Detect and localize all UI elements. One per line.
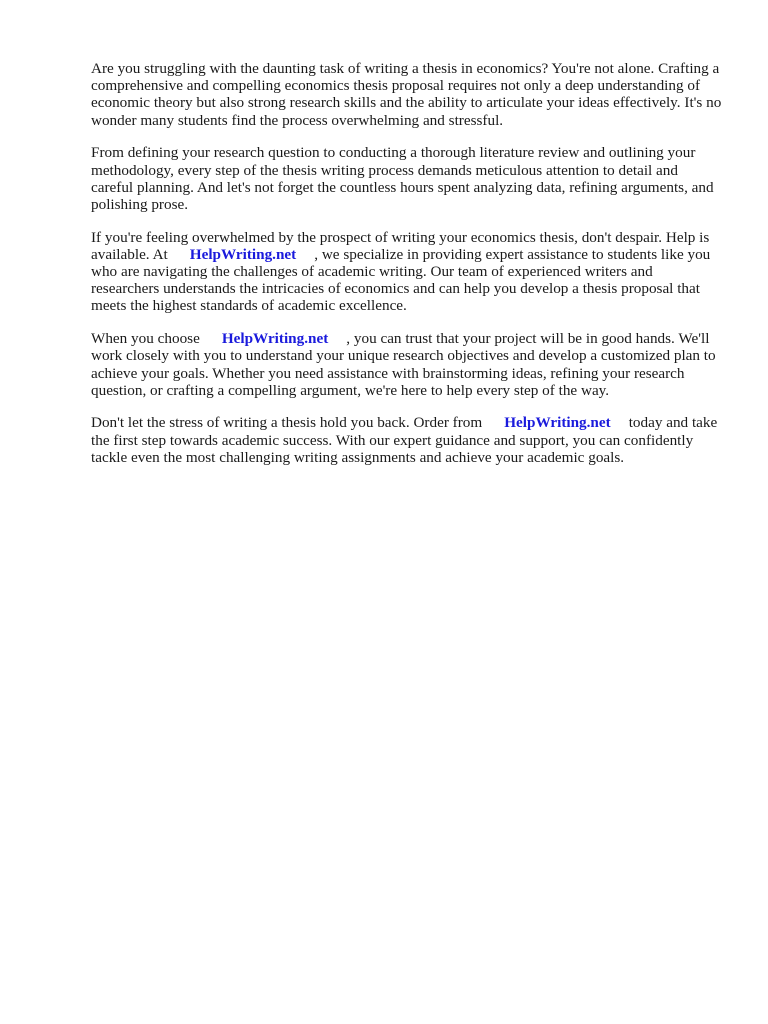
helpwriting-link[interactable]: HelpWriting.net bbox=[221, 330, 329, 348]
paragraph-text-before-link: When you choose bbox=[91, 330, 200, 348]
paragraph-text-before-link: If you're feeling overwhelmed by the prospect of writing your economics thesis, don't despair. Help is available. At bbox=[91, 228, 710, 263]
paragraph-help-available bbox=[91, 229, 723, 315]
paragraph-order bbox=[91, 414, 723, 466]
paragraph-when-you-choose bbox=[91, 330, 723, 399]
document-body bbox=[91, 60, 723, 482]
paragraph-text-after-link: today and take the first step towards academic success. With our expert guidance and support, you can confidently tackle even the most challenging writing assignments and achieve your academic goals. bbox=[91, 414, 718, 466]
helpwriting-link[interactable]: HelpWriting.net bbox=[189, 245, 297, 263]
helpwriting-link[interactable]: HelpWriting.net bbox=[504, 414, 611, 432]
paragraph-text-after-link: , you can trust that your project will be in good hands. We'll work closely with you to understand your unique research objectives and develop a customized plan to achieve your goals. Whether you need assistance with brainstorming ideas, refining your research question, or crafting a compelling argument, we're here to help every step of the way. bbox=[91, 330, 716, 399]
paragraph-text-after-link: , we specialize in providing expert assistance to students like you who are navigating the challenges of academic writing. Our team of experienced writers and researchers understands the intricacies of economics and can help you develop a thesis proposal that meets the highest standards of academic excellence. bbox=[91, 245, 711, 315]
paragraph-intro: Are you struggling with the daunting task of writing a thesis in economics? You're not alone. Crafting a comprehensive and compelling economics thesis proposal requires not only a deep understanding of economic theory but also strong research skills and the ability to articulate your ideas effectively. It's no wonder many students find the process overwhelming and stressful. bbox=[91, 60, 722, 129]
paragraph-text-before-link: Don't let the stress of writing a thesis hold you back. Order from bbox=[91, 414, 483, 432]
paragraph-process: From defining your research question to conducting a thorough literature review and outlining your methodology, every step of the thesis writing process demands meticulous attention to detail and careful planning. And let's not forget the countless hours spent analyzing data, refining arguments, and polishing prose. bbox=[91, 144, 714, 213]
